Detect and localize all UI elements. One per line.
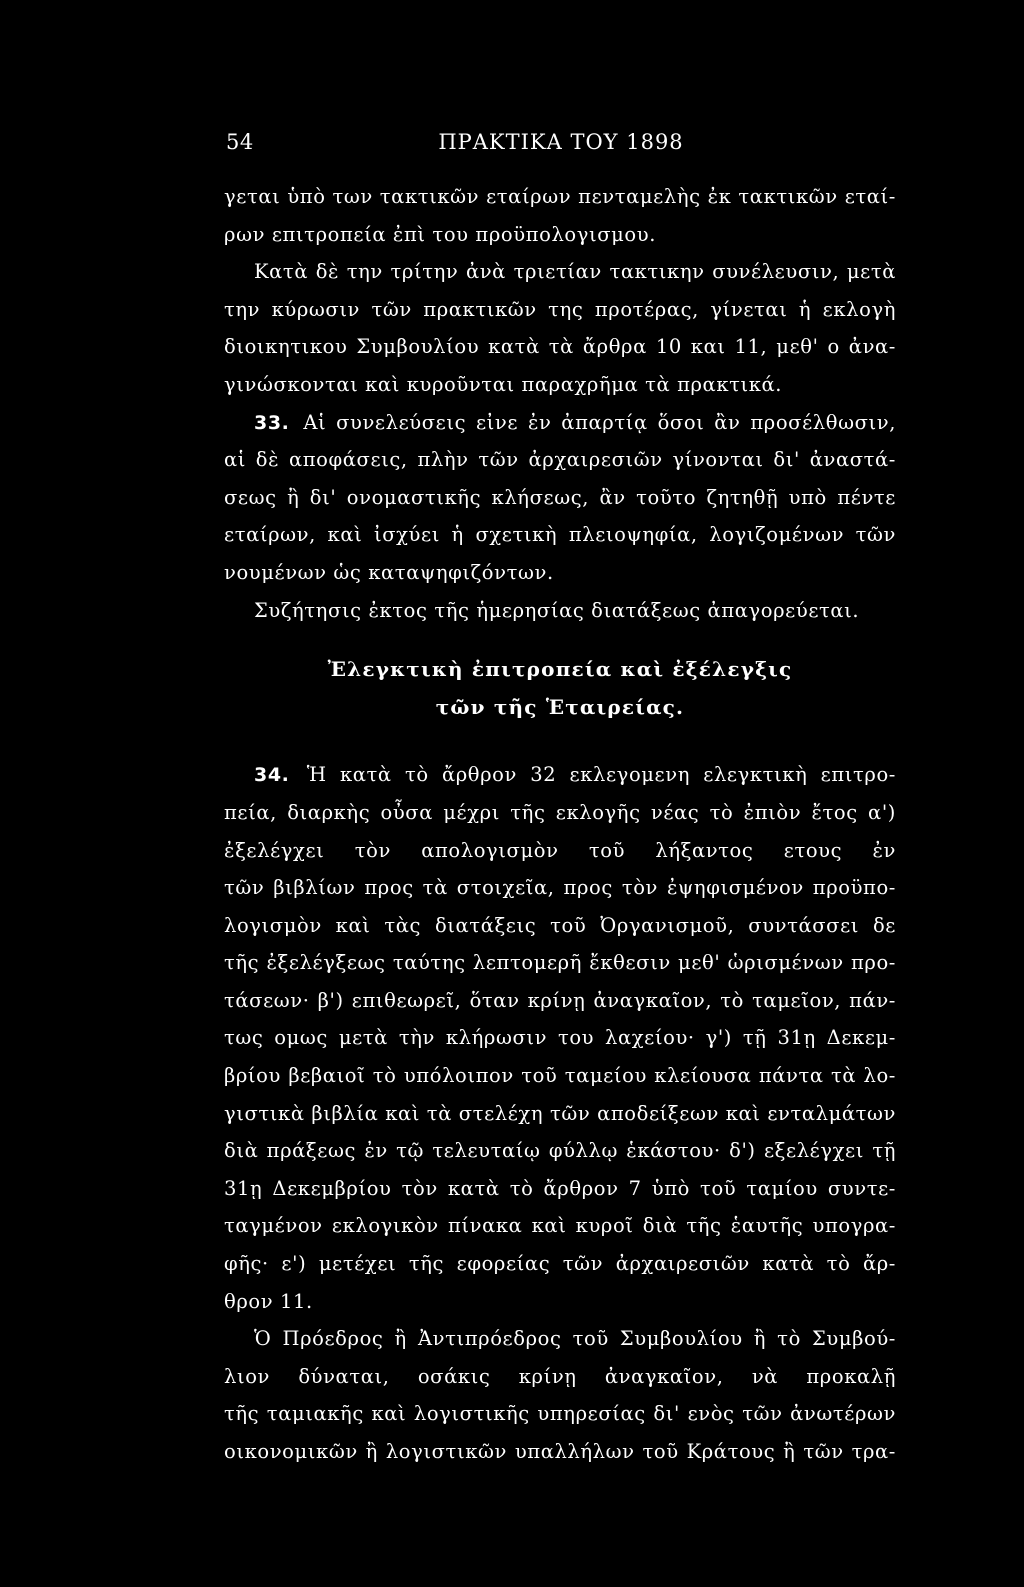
text-line: βρίου βεβαιοῖ τὸ υπόλοιπον τοῦ ταμείου κλείουσα πάντα τὰ λο-	[224, 1064, 896, 1088]
text-line: νουμένων ὡς καταψηφιζόντων.	[224, 560, 554, 584]
text-line: γεται ὑπὸ των τακτικῶν εταίρων πενταμελὴς ἐκ τακτικῶν εταί-	[224, 185, 896, 208]
text-line: διοικητικου Συμβουλίου κατὰ τὰ ἄρθρα 10 και 11, μεθ' ο ἀνα-	[224, 335, 896, 359]
text-line: Κατὰ δὲ την τρίτην ἀνὰ τριετίαν τακτικην συνέλευσιν, μετὰ	[254, 260, 896, 284]
section-34-first-line	[224, 756, 896, 794]
text-line: αἱ δὲ αποφάσεις, πλὴν τῶν ἀρχαιρεσιῶν γίνονται δι' ἀναστά-	[224, 448, 896, 472]
section-heading: Ἐλεγκτικὴ ἐπιτροπεία καὶ ἐξέλεγξις	[327, 657, 793, 682]
text-line: ἐξελέγχει τὸν απολογισμὸν τοῦ λήξαντος ετους ἐν	[224, 838, 896, 862]
section-number: 34.	[254, 764, 290, 787]
spacer	[224, 629, 896, 651]
text-line: τῆς ἐξελέγξεως ταύτης λεπτομερῆ ἔκθεσιν μεθ' ὡρισμένων προ-	[224, 951, 896, 975]
text-line: τάσεων· β') επιθεωρεῖ, ὅταν κρίνῃ ἀναγκαῖον, τὸ ταμεῖον, πάν-	[224, 988, 896, 1012]
text-line: θρον 11.	[224, 1289, 313, 1313]
text-line: πεία, διαρκὴς οὖσα μέχρι τῆς εκλογῆς νέας τὸ ἐπιὸν ἔτος α')	[224, 800, 896, 824]
section-33-first-line	[224, 404, 896, 442]
page-header	[226, 130, 896, 170]
text-line: διὰ πράξεως ἐν τῷ τελευταίῳ φύλλῳ ἑκάστου· δ') εξελέγχει τῇ	[224, 1139, 896, 1163]
text-line: λογισμὸν καὶ τὰς διατάξεις τοῦ Ὀργανισμοῦ, συντάσσει δε	[224, 913, 896, 937]
section-heading-continued: τῶν τῆς Ἑταιρείας.	[435, 694, 685, 719]
text-line: γιστικὰ βιβλία καὶ τὰ στελέχη τῶν αποδείξεων καὶ ενταλμάτων	[224, 1101, 896, 1125]
text-line: τῆς ταμιακῆς καὶ λογιστικῆς υπηρεσίας δι' ενὸς τῶν ἀνωτέρων	[224, 1402, 896, 1426]
text-span: Αἱ συνελεύσεις εἰνε ἐν ἀπαρτίᾳ ὅσοι ἂν προσέλθωσιν,	[303, 410, 896, 434]
text-line: 31ῃ Δεκεμβρίου τὸν κατὰ τὸ ἄρθρον 7 ὑπὸ τοῦ ταμίου συντε-	[224, 1176, 896, 1200]
text-line: τῶν βιβλίων προς τὰ στοιχεῖα, προς τὸν ἐψηφισμένον προϋπο-	[224, 876, 896, 900]
text-line: σεως ἢ δι' ονομαστικῆς κλήσεως, ἂν τοῦτο ζητηθῇ υπὸ πέντε	[224, 485, 896, 509]
text-line: Συζήτησις ἐκτος τῆς ἡμερησίας διατάξεως ἀπαγορεύεται.	[254, 598, 860, 622]
text-line: ταγμένον εκλογικὸν πίνακα καὶ κυροῖ διὰ τῆς ἑαυτῆς υπογρα-	[224, 1214, 896, 1238]
text-line: οικονομικῶν ἢ λογιστικῶν υπαλλήλων τοῦ Κράτους ἢ τῶν τρα-	[224, 1440, 896, 1463]
text-line: τως ομως μετὰ τὴν κλήρωσιν του λαχείου· γ') τῇ 31ῃ Δεκεμ-	[224, 1026, 896, 1050]
page-body	[224, 178, 896, 1471]
text-span: Ἡ κατὰ τὸ ἄρθρον 32 εκλεγομενη ελεγκτικὴ επιτρο-	[306, 763, 896, 787]
running-title: ΠΡΑΚΤΙΚΑ ΤΟΥ 1898	[438, 130, 684, 154]
spacer	[224, 726, 896, 756]
text-line: ρων επιτροπεία ἐπὶ του προϋπολογισμου.	[224, 222, 657, 246]
text-line: εταίρων, καὶ ἰσχύει ἡ σχετικὴ πλειοψηφία, λογιζομένων τῶν	[224, 523, 896, 547]
text-line: την κύρωσιν τῶν πρακτικῶν της προτέρας, γίνεται ἡ εκλογὴ	[224, 297, 896, 321]
page-number: 54	[226, 130, 254, 154]
text-line: φῆς· ε') μετέχει τῆς εφορείας τῶν ἀρχαιρεσιῶν κατὰ τὸ ἄρ-	[224, 1252, 896, 1276]
text-line: λιον δύναται, οσάκις κρίνῃ ἀναγκαῖον, νὰ προκαλῇ	[224, 1364, 896, 1388]
text-line: Ὁ Πρόεδρος ἢ Ἀντιπρόεδρος τοῦ Συμβουλίου ἢ τὸ Συμβού-	[254, 1327, 896, 1351]
text-line: γινώσκονται καὶ κυροῦνται παραχρῆμα τὰ πρακτικά.	[224, 372, 783, 396]
section-number: 33.	[254, 411, 290, 434]
